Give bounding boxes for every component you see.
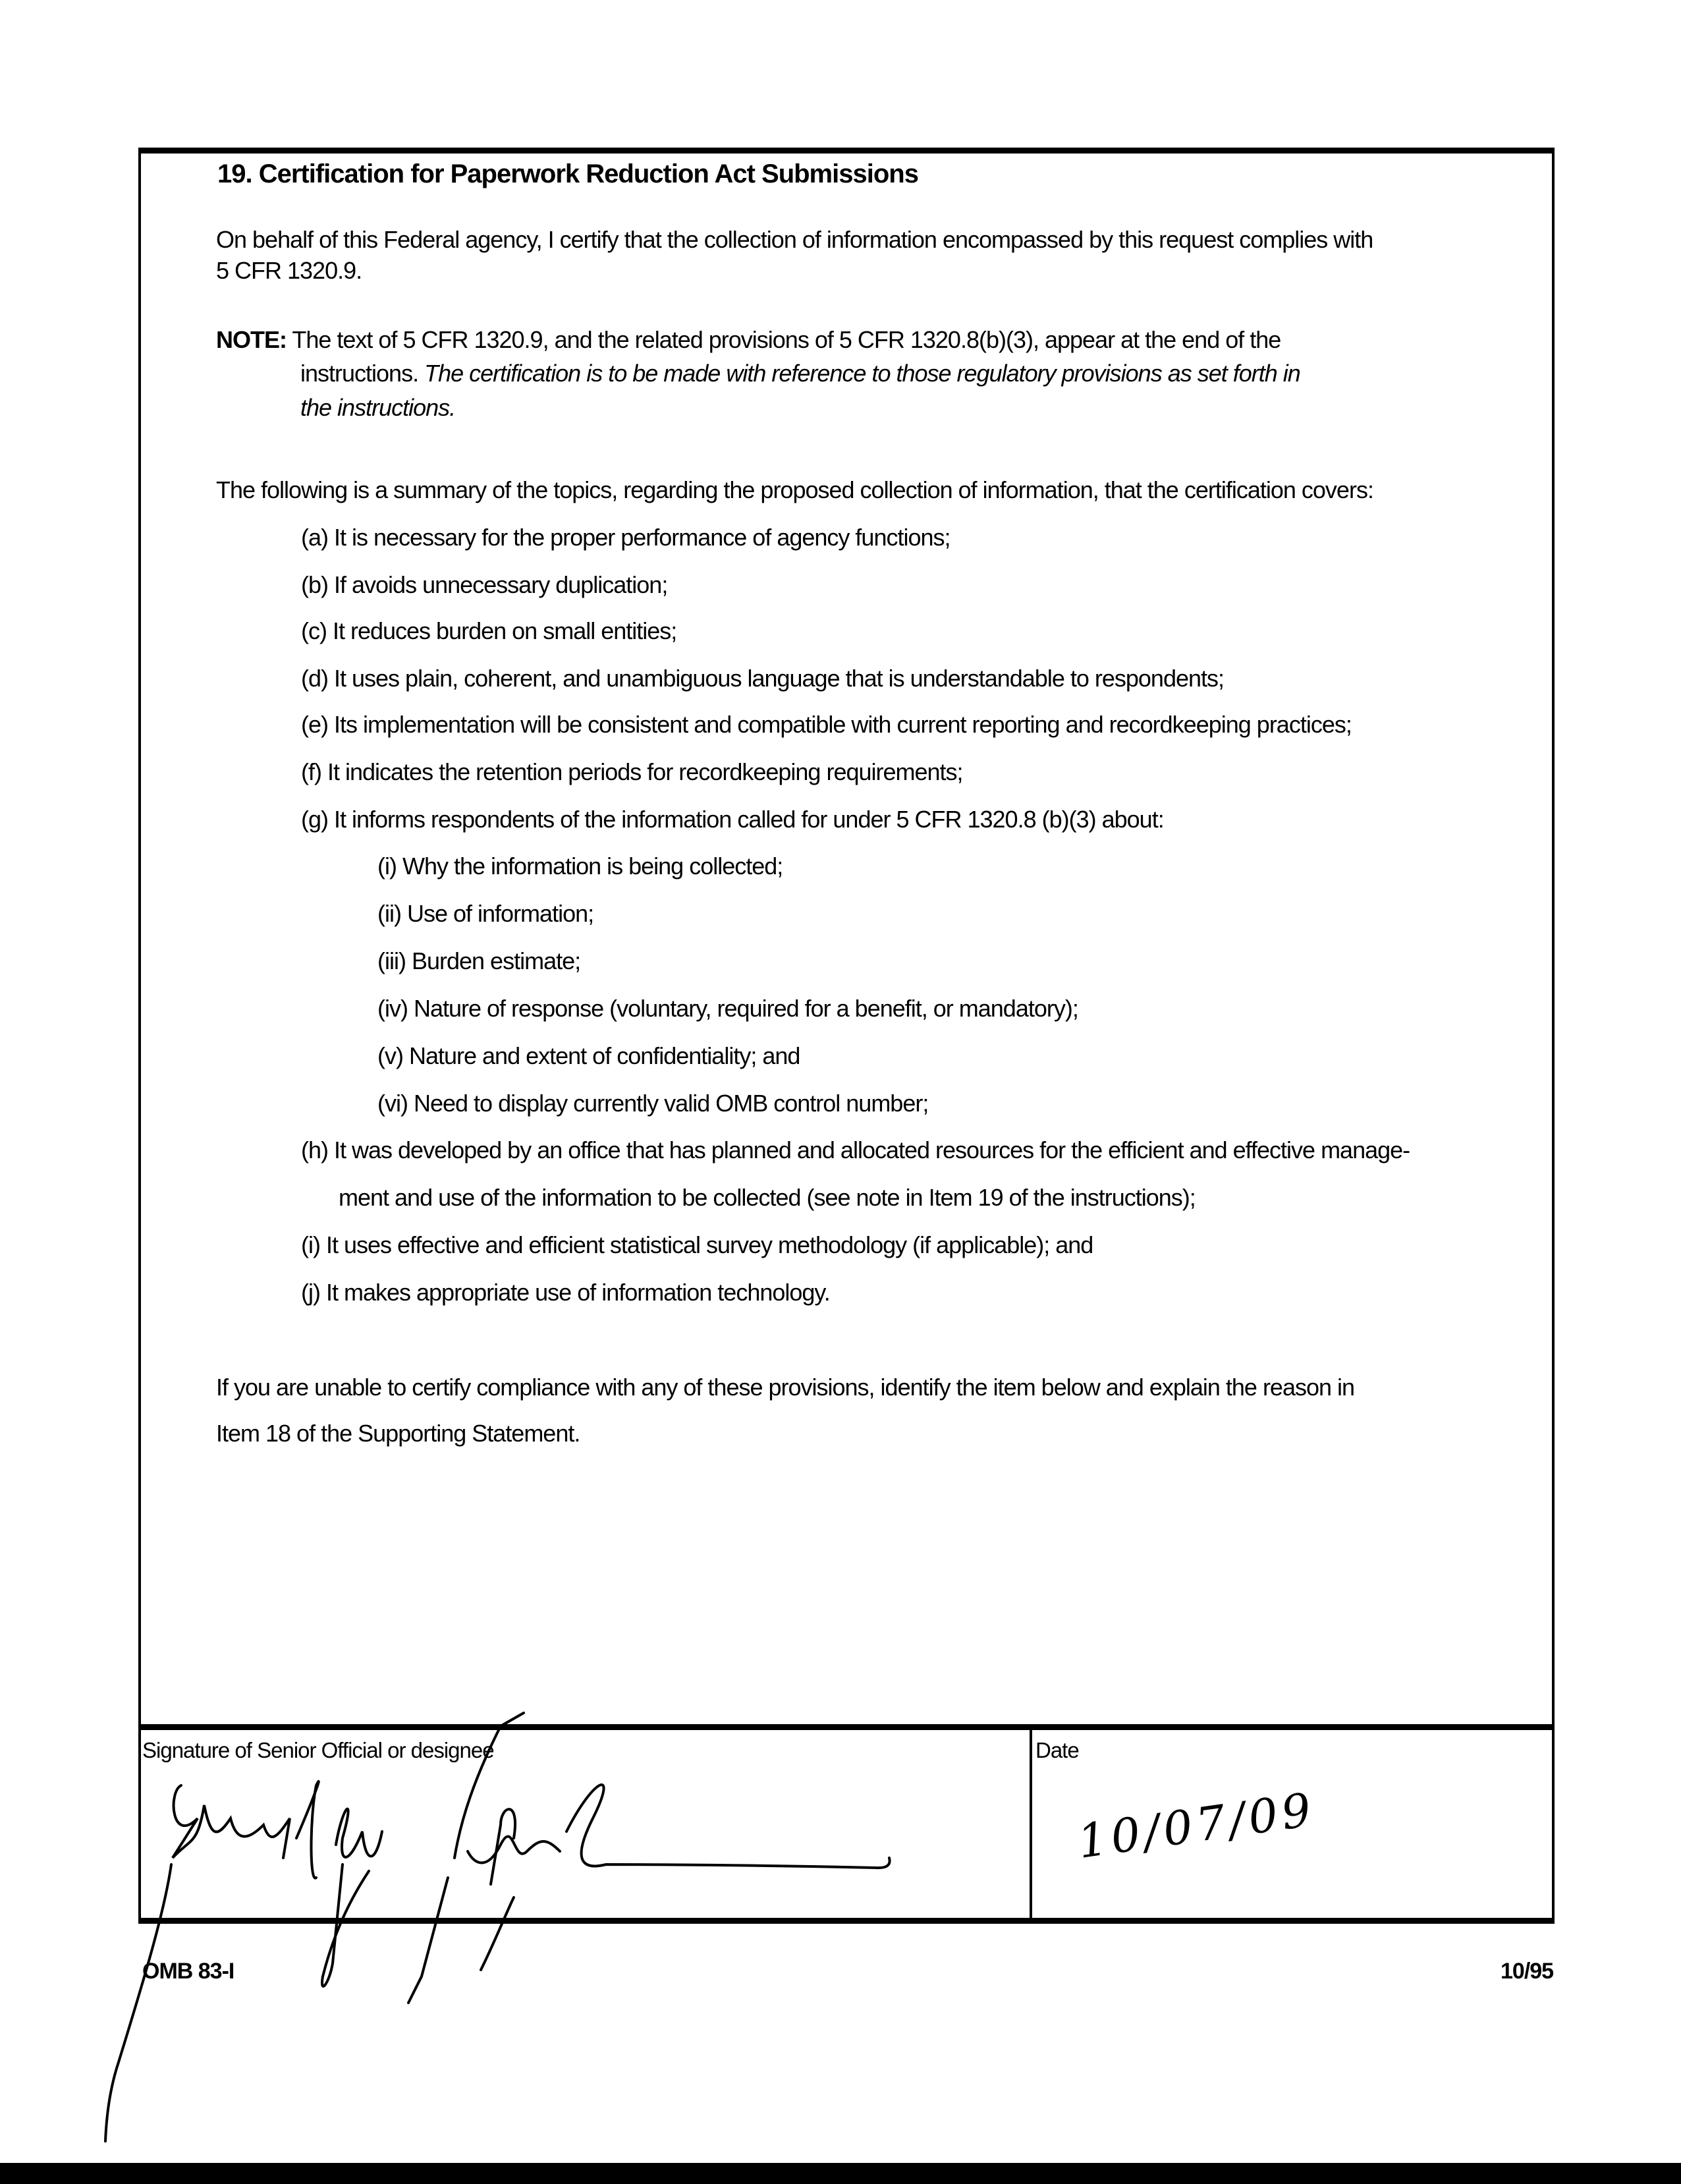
note-line-3: the instructions. — [300, 394, 456, 421]
note-italic: The certification is to be made with reference to those regulatory provisions as set forth in — [424, 360, 1300, 387]
list-item-h: (h) It was developed by an office that has planned and allocated resources for the efficient and effective manage- — [301, 1136, 1410, 1163]
list-item-h-continued: ment and use of the information to be collected (see note in Item 19 of the instructions); — [339, 1184, 1196, 1211]
note-label: NOTE: — [216, 326, 287, 353]
intro-line-2: 5 CFR 1320.9. — [216, 257, 362, 284]
sub-item-vi: (vi) Need to display currently valid OMB control number; — [377, 1090, 929, 1117]
date-label: Date — [1035, 1738, 1079, 1762]
scan-bottom-edge — [0, 2163, 1681, 2184]
sub-item-iv: (iv) Nature of response (voluntary, required for a benefit, or mandatory); — [377, 995, 1078, 1022]
sub-item-v: (v) Nature and extent of confidentiality; and — [377, 1042, 800, 1069]
list-item-i: (i) It uses effective and efficient statistical survey methodology (if applicable); and — [301, 1231, 1093, 1258]
signature-label: Signature of Senior Official or designee — [142, 1738, 494, 1762]
closing-line-1: If you are unable to certify compliance with any of these provisions, identify the item below and explain the reason in — [216, 1374, 1355, 1401]
section-title: 19. Certification for Paperwork Reduction Act Submissions — [217, 159, 918, 188]
closing-line-2: Item 18 of the Supporting Statement. — [216, 1420, 580, 1447]
note-text: The text of 5 CFR 1320.9, and the related provisions of 5 CFR 1320.8(b)(3), appear at the end of the — [292, 326, 1281, 353]
list-item-c: (c) It reduces burden on small entities; — [301, 617, 677, 644]
summary-intro: The following is a summary of the topics, regarding the proposed collection of information, that the certification covers: — [216, 476, 1373, 503]
form-revision: 10/95 — [1501, 1959, 1554, 1984]
sub-item-i: (i) Why the information is being collected; — [377, 853, 783, 880]
list-item-e: (e) Its implementation will be consistent and compatible with current reporting and recordkeeping practices; — [301, 711, 1352, 738]
form-id: OMB 83-I — [142, 1959, 234, 1984]
list-item-f: (f) It indicates the retention periods for recordkeeping requirements; — [301, 758, 963, 785]
list-item-a: (a) It is necessary for the proper performance of agency functions; — [301, 524, 951, 551]
date-value: 10/07/09 — [1074, 1782, 1319, 1869]
sub-item-ii: (ii) Use of information; — [377, 900, 594, 927]
list-item-d: (d) It uses plain, coherent, and unambiguous language that is understandable to respondents; — [301, 665, 1225, 692]
list-item-j: (j) It makes appropriate use of information technology. — [301, 1279, 830, 1306]
intro-line-1: On behalf of this Federal agency, I certify that the collection of information encompassed by this request complies with — [216, 226, 1373, 253]
list-item-b: (b) If avoids unnecessary duplication; — [301, 571, 668, 598]
list-item-g: (g) It informs respondents of the information called for under 5 CFR 1320.8 (b)(3) about: — [301, 806, 1164, 833]
sub-item-iii: (iii) Burden estimate; — [377, 947, 581, 974]
note-plain: instructions. — [300, 360, 419, 387]
